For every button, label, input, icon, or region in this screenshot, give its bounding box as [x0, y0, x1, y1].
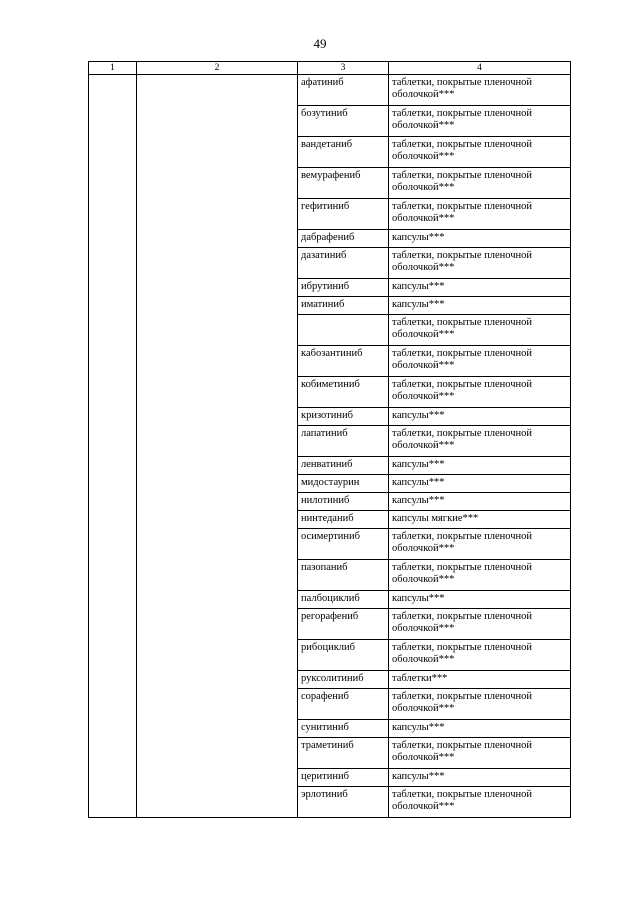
- code-cell: [89, 75, 137, 818]
- drug-name-cell: траметиниб: [298, 738, 389, 769]
- dosage-form-cell: таблетки, покрытые пленочной оболочкой***: [389, 529, 571, 560]
- drug-name-cell: рибоциклиб: [298, 640, 389, 671]
- dosage-form-cell: капсулы***: [389, 457, 571, 475]
- drug-name-cell: палбоциклиб: [298, 591, 389, 609]
- drug-name-cell: дабрафениб: [298, 230, 389, 248]
- drug-name-cell: кобиметиниб: [298, 377, 389, 408]
- dosage-form-cell: таблетки, покрытые пленочной оболочкой***: [389, 738, 571, 769]
- drug-name-cell: вемурафениб: [298, 168, 389, 199]
- drug-name-cell: сорафениб: [298, 689, 389, 720]
- dosage-form-cell: таблетки, покрытые пленочной оболочкой***: [389, 137, 571, 168]
- drug-name-cell: кабозантиниб: [298, 346, 389, 377]
- drug-name-cell: эрлотиниб: [298, 787, 389, 818]
- drug-name-cell: дазатиниб: [298, 248, 389, 279]
- dosage-form-cell: таблетки, покрытые пленочной оболочкой***: [389, 199, 571, 230]
- dosage-form-cell: таблетки, покрытые пленочной оболочкой***: [389, 248, 571, 279]
- dosage-form-cell: таблетки, покрытые пленочной оболочкой***: [389, 426, 571, 457]
- drug-name-cell: [298, 315, 389, 346]
- dosage-form-cell: таблетки, покрытые пленочной оболочкой***: [389, 75, 571, 106]
- drug-name-cell: иматиниб: [298, 297, 389, 315]
- column-number-2: 2: [137, 62, 298, 75]
- drug-name-cell: регорафениб: [298, 609, 389, 640]
- dosage-form-cell: таблетки, покрытые пленочной оболочкой***: [389, 106, 571, 137]
- column-number-1: 1: [89, 62, 137, 75]
- dosage-form-cell: таблетки, покрытые пленочной оболочкой***: [389, 377, 571, 408]
- drug-name-cell: афатиниб: [298, 75, 389, 106]
- drug-name-cell: сунитиниб: [298, 720, 389, 738]
- drug-name-cell: вандетаниб: [298, 137, 389, 168]
- drug-name-cell: лапатиниб: [298, 426, 389, 457]
- drug-name-cell: осимертиниб: [298, 529, 389, 560]
- dosage-form-cell: капсулы***: [389, 769, 571, 787]
- dosage-form-cell: таблетки, покрытые пленочной оболочкой***: [389, 168, 571, 199]
- drug-name-cell: ленватиниб: [298, 457, 389, 475]
- drug-name-cell: церитиниб: [298, 769, 389, 787]
- dosage-form-cell: капсулы***: [389, 408, 571, 426]
- dosage-form-cell: таблетки, покрытые пленочной оболочкой***: [389, 560, 571, 591]
- dosage-form-cell: таблетки, покрытые пленочной оболочкой***: [389, 640, 571, 671]
- dosage-form-cell: капсулы мягкие***: [389, 511, 571, 529]
- dosage-form-cell: капсулы***: [389, 279, 571, 297]
- dosage-form-cell: капсулы***: [389, 591, 571, 609]
- dosage-form-cell: таблетки, покрытые пленочной оболочкой***: [389, 609, 571, 640]
- drug-table: [88, 61, 571, 818]
- dosage-form-cell: капсулы***: [389, 230, 571, 248]
- column-number-row: [89, 62, 571, 75]
- dosage-form-cell: капсулы***: [389, 297, 571, 315]
- drug-name-cell: ибрутиниб: [298, 279, 389, 297]
- drug-name-cell: нинтеданиб: [298, 511, 389, 529]
- dosage-form-cell: таблетки, покрытые пленочной оболочкой***: [389, 346, 571, 377]
- drug-name-cell: пазопаниб: [298, 560, 389, 591]
- dosage-form-cell: таблетки, покрытые пленочной оболочкой***: [389, 689, 571, 720]
- drug-name-cell: мидостаурин: [298, 475, 389, 493]
- table-body: [89, 75, 571, 818]
- dosage-form-cell: капсулы***: [389, 493, 571, 511]
- dosage-form-cell: таблетки, покрытые пленочной оболочкой***: [389, 787, 571, 818]
- column-number-4: 4: [389, 62, 571, 75]
- drug-name-cell: кризотиниб: [298, 408, 389, 426]
- drug-name-cell: бозутиниб: [298, 106, 389, 137]
- group-cell: [137, 75, 298, 818]
- table-row: [89, 75, 571, 106]
- dosage-form-cell: капсулы***: [389, 475, 571, 493]
- column-number-3: 3: [298, 62, 389, 75]
- drug-name-cell: гефитиниб: [298, 199, 389, 230]
- dosage-form-cell: таблетки***: [389, 671, 571, 689]
- page-number: 49: [313, 36, 327, 51]
- drug-name-cell: руксолитиниб: [298, 671, 389, 689]
- drug-name-cell: нилотиниб: [298, 493, 389, 511]
- dosage-form-cell: капсулы***: [389, 720, 571, 738]
- dosage-form-cell: таблетки, покрытые пленочной оболочкой***: [389, 315, 571, 346]
